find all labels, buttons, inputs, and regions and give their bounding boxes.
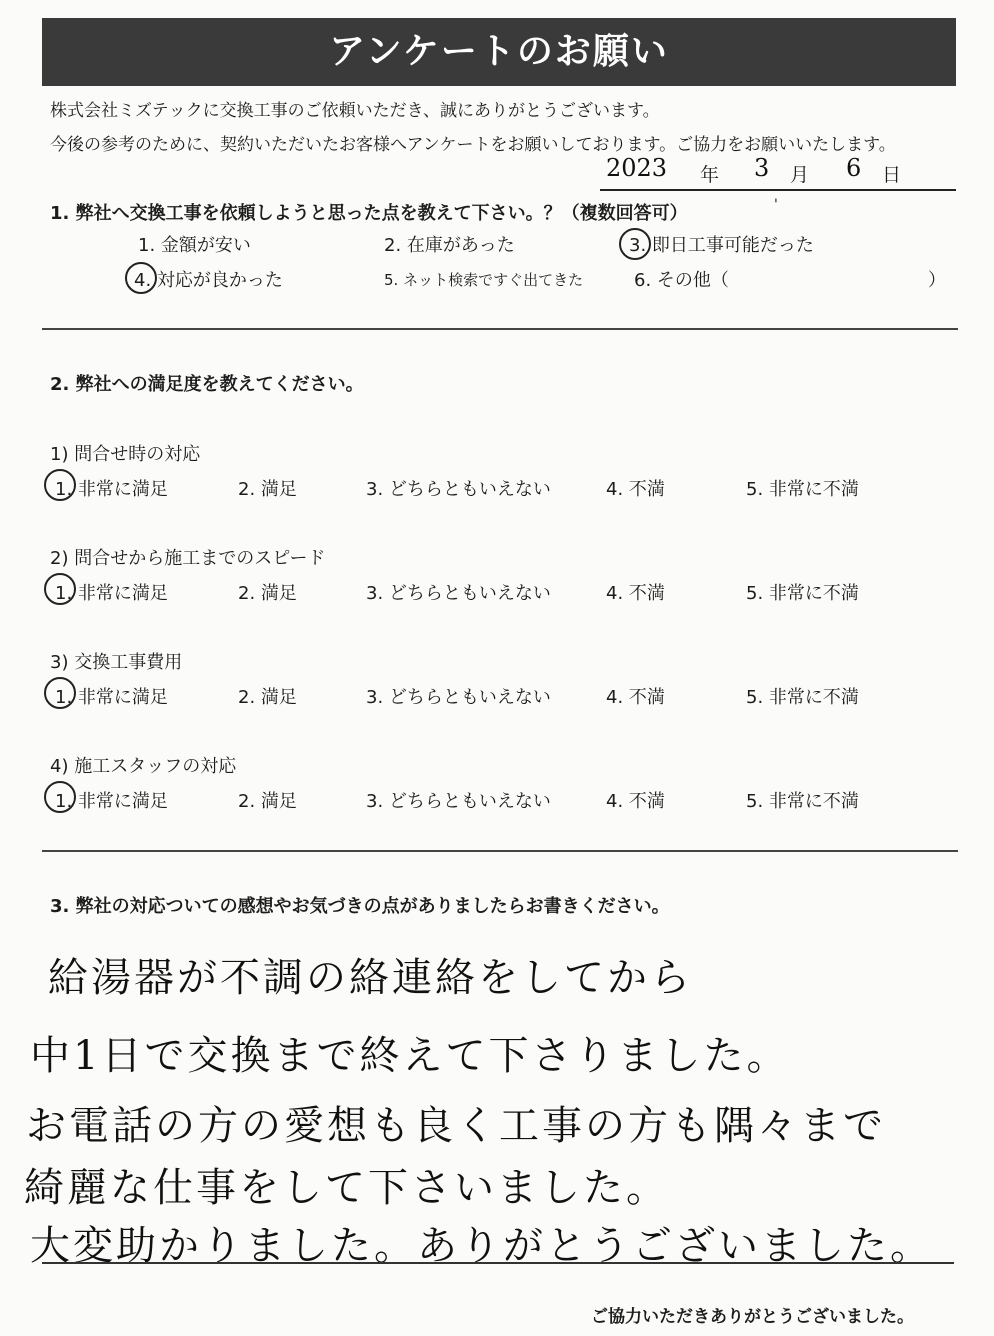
q2-title: 2. 弊社への満足度を教えてください。 [50, 374, 364, 395]
q1-option-3[interactable]: 3. 即日工事可能だった [629, 235, 814, 256]
q2-item-1-option-4[interactable]: 4. 不満 [606, 479, 665, 500]
q2-item-4-option-2[interactable]: 2. 満足 [238, 791, 297, 812]
section-divider-1 [42, 328, 958, 330]
q2-item-1-option-2[interactable]: 2. 満足 [238, 479, 297, 500]
q2-item-3-option-2[interactable]: 2. 満足 [238, 687, 297, 708]
comment-line-5: 大変助かりました。ありがとうございました。 [30, 1223, 933, 1269]
q2-item-label: 1) 問合せ時の対応 [50, 444, 201, 465]
q1-title: 1. 弊社へ交換工事を依頼しようと思った点を教えて下さい。？（複数回答可） [50, 203, 688, 224]
date-underline [600, 189, 956, 191]
comment-line-4: 綺麗な仕事をして下さいました。 [24, 1165, 669, 1211]
date-year: 2023 [606, 154, 668, 182]
q2-item-label: 3) 交換工事費用 [50, 652, 183, 673]
date-day: 6 [846, 154, 862, 182]
q1-option-6[interactable]: 6. その他（ [634, 270, 729, 291]
q3-title: 3. 弊社の対応ついての感想やお気づきの点がありましたらお書きください。 [50, 896, 670, 917]
date-month: 3 [754, 154, 770, 182]
q2-item-4-option-5[interactable]: 5. 非常に不満 [746, 791, 859, 812]
footer-thanks: ご協力いただきありがとうございました。 [591, 1307, 914, 1327]
q2-item-1-option-3[interactable]: 3. どちらともいえない [366, 479, 551, 500]
q2-item-2-option-3[interactable]: 3. どちらともいえない [366, 583, 551, 604]
intro-line-1: 株式会社ミズテックに交換工事のご依頼いただき、誠にありがとうございます。 [50, 101, 660, 121]
q2-item-4-option-4[interactable]: 4. 不満 [606, 791, 665, 812]
comment-line-3: お電話の方の愛想も良く工事の方も隅々まで [26, 1103, 886, 1149]
q2-item-label: 2) 問合せから施工までのスピード [50, 548, 326, 569]
q2-item-label: 4) 施工スタッフの対応 [50, 756, 237, 777]
survey-title: アンケートのお願い [42, 18, 956, 86]
q1-option-5[interactable]: 5. ネット検索ですぐ出てきた [384, 271, 584, 289]
date-month-label: 月 [790, 164, 810, 186]
q1-option-2[interactable]: 2. 在庫があった [384, 235, 515, 256]
q2-item-4-option-3[interactable]: 3. どちらともいえない [366, 791, 551, 812]
q2-item-3-option-3[interactable]: 3. どちらともいえない [366, 687, 551, 708]
q2-item-3-option-4[interactable]: 4. 不満 [606, 687, 665, 708]
q2-item-1-option-5[interactable]: 5. 非常に不満 [746, 479, 859, 500]
q2-item-2-option-2[interactable]: 2. 満足 [238, 583, 297, 604]
comment-line-1: 給湯器が不調の絡連絡をしてから [48, 955, 693, 1001]
section-divider-2 [42, 850, 958, 852]
q2-item-2-option-4[interactable]: 4. 不満 [606, 583, 665, 604]
comment-line-2: 中1日で交換まで終えて下さりました。 [30, 1033, 790, 1079]
q2-item-2-option-1[interactable]: 1. 非常に満足 [55, 583, 168, 604]
comment-underline [42, 1262, 954, 1264]
q2-item-3-option-1[interactable]: 1. 非常に満足 [55, 687, 168, 708]
q2-item-4-option-1[interactable]: 1. 非常に満足 [55, 791, 168, 812]
q1-option-1[interactable]: 1. 金額が安い [138, 235, 251, 256]
date-day-label: 日 [882, 164, 902, 186]
q2-item-3-option-5[interactable]: 5. 非常に不満 [746, 687, 859, 708]
date-year-label: 年 [700, 164, 720, 186]
q2-item-2-option-5[interactable]: 5. 非常に不満 [746, 583, 859, 604]
q1-option-4[interactable]: 4. 対応が良かった [134, 270, 283, 291]
intro-line-2: 今後の参考のために、契約いただいたお客様へアンケートをお願いしております。ご協力をお願いいたします。 [50, 135, 896, 155]
q2-item-1-option-1[interactable]: 1. 非常に満足 [55, 479, 168, 500]
q1-option-6-close: ） [928, 270, 946, 291]
stray-pen-mark: ' [774, 197, 778, 213]
